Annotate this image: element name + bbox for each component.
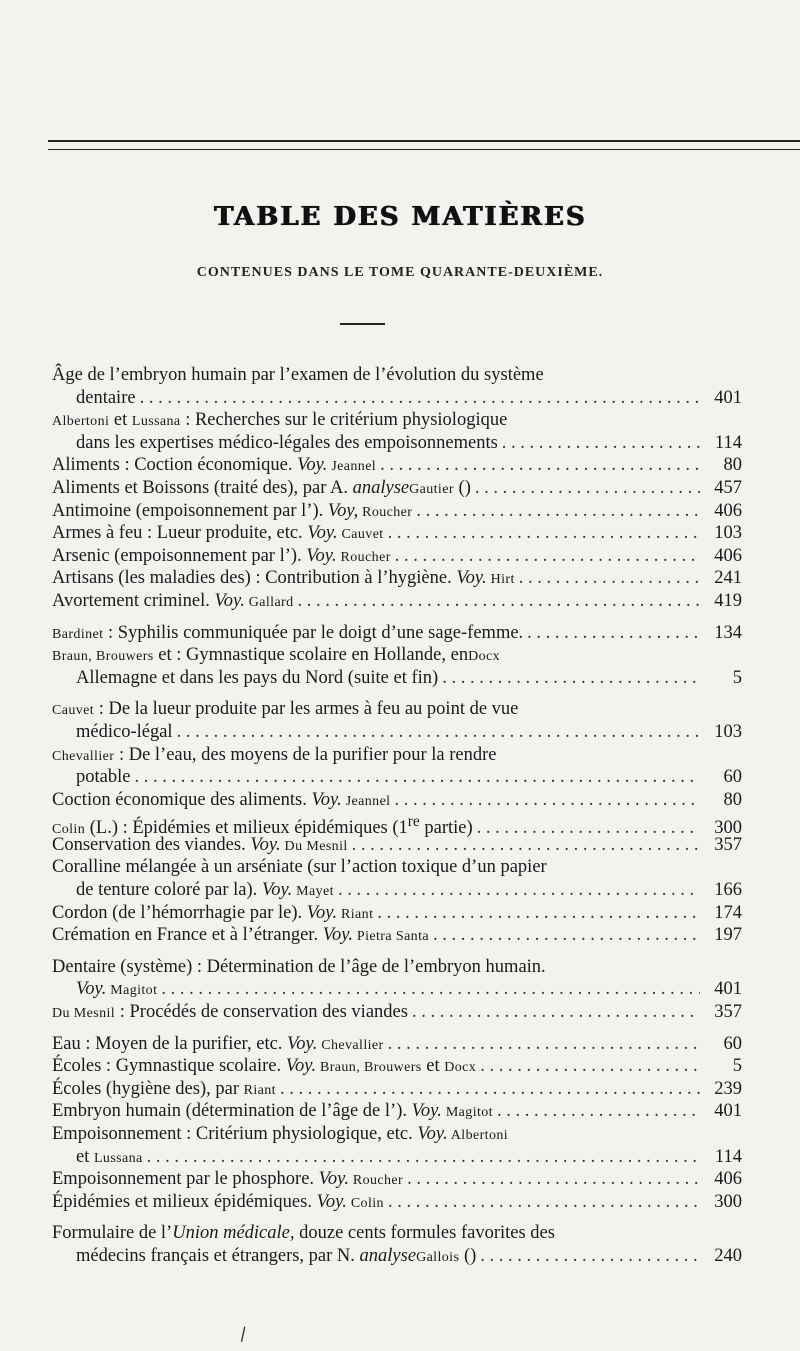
header-rule-bottom xyxy=(48,149,800,150)
author-name: Hirt xyxy=(486,572,515,588)
index-entry xyxy=(52,364,742,409)
italic-text: analyse xyxy=(359,1245,417,1266)
page-number: 114 xyxy=(714,1146,742,1167)
entry-fragment: Armes à feu : Lueur produite, etc. xyxy=(52,523,308,544)
entry-fragment: dentaire xyxy=(76,387,136,408)
entry-text xyxy=(52,500,412,525)
italic-text: Voy. xyxy=(322,925,354,946)
author-name: Docx xyxy=(444,1060,477,1076)
page-number: 457 xyxy=(714,477,742,498)
index-entry xyxy=(52,1055,742,1078)
entry-fragment: Empoisonnement : Critérium physiologique, etc. xyxy=(52,1124,418,1144)
entry-line xyxy=(52,856,742,879)
page-number: 166 xyxy=(714,880,742,901)
entry-fragment: Allemagne et dans les pays du Nord (suite et fin) xyxy=(76,667,439,688)
author-name: Chevallier xyxy=(52,748,115,764)
author-name: Cauvet xyxy=(337,527,384,543)
entry-fragment: Aliments : Coction économique. xyxy=(52,455,298,476)
entry-line xyxy=(52,409,742,432)
italic-text: Voy. xyxy=(297,455,328,476)
page-number: 241 xyxy=(714,568,742,589)
entry-fragment: Coralline mélangée à un arséniate (sur l’action toxique d’un papier xyxy=(52,857,547,878)
leader-dots xyxy=(394,789,700,812)
entry-text xyxy=(52,1123,508,1148)
entry-line xyxy=(52,622,742,645)
entry-text xyxy=(76,667,438,690)
leader-dots xyxy=(388,522,700,545)
section-divider xyxy=(340,323,385,325)
leader-dots xyxy=(480,1055,700,1078)
author-name: Jeannel xyxy=(341,793,391,809)
author-name: Du Mesnil xyxy=(280,838,348,854)
entry-fragment: ( xyxy=(459,1245,471,1266)
index-entry xyxy=(52,924,742,947)
entry-line xyxy=(52,978,742,1001)
entry-fragment: médico-légal xyxy=(76,721,173,742)
index-entry xyxy=(52,1222,742,1267)
entry-fragment: Cordon (de l’hémorrhagie par le). xyxy=(52,902,307,923)
leader-dots xyxy=(475,477,700,500)
entry-text xyxy=(76,387,136,410)
author-name: Roucher xyxy=(358,504,413,520)
entry-text xyxy=(52,1222,555,1245)
entry-text xyxy=(52,1191,384,1216)
italic-text: Voy. xyxy=(287,1033,318,1054)
page-number: 5 xyxy=(732,667,742,688)
italic-text: Voy. xyxy=(285,1056,317,1077)
entry-fragment: Conservation des viandes. xyxy=(52,834,251,855)
page-number: 300 xyxy=(714,818,742,839)
entry-line xyxy=(52,1078,742,1101)
entry-fragment: partie) xyxy=(419,818,473,839)
author-name: Mayet xyxy=(292,884,334,900)
leader-dots xyxy=(388,1191,700,1214)
author-name: Docx xyxy=(468,649,501,665)
index-entry xyxy=(52,500,742,523)
italic-text: Voy. xyxy=(311,789,342,810)
entry-line xyxy=(52,644,742,667)
page-number: 114 xyxy=(714,432,742,453)
entry-line xyxy=(52,477,742,500)
entry-text xyxy=(76,879,334,904)
leader-dots xyxy=(280,1078,700,1101)
page-number: 60 xyxy=(723,767,742,788)
leader-dots xyxy=(519,567,700,590)
index-entry xyxy=(52,811,742,839)
index-entry xyxy=(52,1168,742,1191)
index-entry xyxy=(52,644,742,689)
entry-fragment: Embryon humain (détermination de l’âge de l’). xyxy=(52,1101,412,1122)
author-name: Braun, Brouwers xyxy=(52,649,154,665)
index-entry xyxy=(52,545,742,568)
author-name: Gallard xyxy=(244,594,294,610)
leader-dots xyxy=(442,667,700,690)
entry-fragment: Antimoine (empoisonnement par l’). xyxy=(52,500,328,521)
author-name: Jeannel xyxy=(327,459,377,475)
entry-text xyxy=(52,856,547,879)
entry-line xyxy=(52,1245,742,1268)
leader-dots xyxy=(395,545,700,568)
italic-text: Voy. xyxy=(316,1191,347,1212)
entry-line xyxy=(52,766,742,789)
entry-fragment: Formulaire de l’ xyxy=(52,1223,173,1244)
entry-text xyxy=(52,364,544,387)
page-number: 197 xyxy=(714,925,742,946)
entry-fragment: ) xyxy=(464,477,471,498)
entry-line xyxy=(52,1100,742,1123)
entry-text xyxy=(52,744,497,769)
page-number: 357 xyxy=(714,1002,742,1023)
entry-fragment: : De l’eau, des moyens de la purifier pour la rendre xyxy=(114,744,497,765)
index-entry xyxy=(52,567,742,590)
author-name: Riant xyxy=(337,906,374,922)
page-number: 60 xyxy=(723,1033,742,1054)
entry-fragment: Crémation en France et à l’étranger. xyxy=(52,925,323,946)
entry-text xyxy=(76,1146,143,1171)
page-title: TABLE DES MATIÈRES xyxy=(213,202,587,232)
author-name: Roucher xyxy=(336,549,391,565)
entry-text xyxy=(52,834,348,859)
italic-text: Voy. xyxy=(306,902,338,923)
entry-line xyxy=(52,590,742,613)
entry-fragment: Aliments et Boissons (traité des), par A. xyxy=(52,477,353,498)
entry-line xyxy=(52,1222,742,1245)
entry-line xyxy=(52,454,742,477)
page-number: 103 xyxy=(714,721,742,742)
leader-dots xyxy=(480,1245,700,1268)
author-name: Pietra Santa xyxy=(353,929,429,945)
index-entry xyxy=(52,698,742,743)
italic-text: Voy. xyxy=(261,880,293,901)
index-entry xyxy=(52,409,742,454)
leader-dots xyxy=(388,1033,700,1056)
entry-fragment: Coction économique des aliments. xyxy=(52,789,312,810)
entry-fragment: : De la lueur produite par les armes à feu au point de vue xyxy=(94,699,519,720)
leader-dots xyxy=(502,432,700,455)
entry-text xyxy=(52,1055,476,1080)
entry-text xyxy=(52,902,373,927)
entry-text xyxy=(52,590,294,615)
leader-dots xyxy=(298,590,700,613)
entry-fragment: : Syphilis communiquée par le doigt d’une sage-femme. xyxy=(103,622,524,643)
leader-dots xyxy=(352,834,700,857)
entry-text xyxy=(52,789,390,814)
entry-fragment: dans les expertises médico-légales des empoisonnements xyxy=(76,432,498,453)
page-number: 240 xyxy=(714,1245,742,1266)
entry-text xyxy=(52,1033,384,1058)
author-name: Gallois xyxy=(416,1249,460,1265)
entry-text xyxy=(52,644,500,669)
italic-text: Voy. xyxy=(214,590,245,611)
entry-fragment: douze cents formules favorites des xyxy=(294,1223,555,1244)
entry-fragment: potable xyxy=(76,767,131,788)
entry-line xyxy=(52,364,742,387)
entry-line xyxy=(52,500,742,523)
index-entry xyxy=(52,1033,742,1056)
index-entry xyxy=(52,1001,742,1024)
leader-dots xyxy=(407,1168,700,1191)
entry-fragment: Écoles (hygiène des), par xyxy=(52,1078,244,1099)
entry-text xyxy=(52,1078,276,1103)
page-number: 357 xyxy=(714,834,742,855)
index-entry xyxy=(52,454,742,477)
entry-line xyxy=(52,811,742,839)
entry-text xyxy=(52,409,507,434)
entry-text xyxy=(52,622,523,647)
entry-line xyxy=(52,1123,742,1146)
entry-line xyxy=(52,789,742,812)
entry-fragment: Âge de l’embryon humain par l’examen de l’évolution du système xyxy=(52,365,544,385)
page-number: 401 xyxy=(714,979,742,1000)
entry-fragment: Artisans (les maladies des) : Contribution à l’hygiène. xyxy=(52,568,457,589)
author-name: Lussana xyxy=(93,1150,143,1166)
italic-text: Voy. xyxy=(307,523,338,544)
entry-fragment: Écoles : Gymnastique scolaire. xyxy=(52,1056,286,1077)
page-number: 406 xyxy=(714,1169,742,1190)
leader-dots xyxy=(416,500,700,523)
page-number: 103 xyxy=(714,523,742,544)
entry-fragment: Avortement criminel. xyxy=(52,590,215,611)
entry-fragment: : Procédés de conservation des viandes xyxy=(115,1002,408,1023)
entry-text xyxy=(52,545,391,570)
entry-text xyxy=(76,721,173,744)
entry-line xyxy=(52,522,742,545)
entry-fragment: médecins français et étrangers, par N. xyxy=(76,1245,360,1266)
entry-fragment: et xyxy=(153,645,177,666)
page-number: 80 xyxy=(723,789,742,810)
entry-line xyxy=(52,387,742,410)
entry-text xyxy=(52,924,429,949)
index-entry xyxy=(52,789,742,812)
entry-line xyxy=(52,834,742,857)
entry-fragment: Eau : Moyen de la purifier, etc. xyxy=(52,1033,288,1054)
entry-line xyxy=(52,1168,742,1191)
entry-fragment: et xyxy=(76,1146,94,1167)
index-entry xyxy=(52,590,742,613)
italic-text: Voy. xyxy=(411,1101,442,1122)
entry-line xyxy=(52,956,742,979)
index-entry xyxy=(52,622,742,645)
entry-line xyxy=(52,545,742,568)
page-number: 239 xyxy=(714,1078,742,1099)
index-entry xyxy=(52,902,742,925)
page-number: 174 xyxy=(714,902,742,923)
entry-line xyxy=(52,1033,742,1056)
entry-text xyxy=(52,698,518,723)
entry-line xyxy=(52,902,742,925)
author-name: Magitot xyxy=(441,1105,493,1121)
page-subtitle: CONTENUES DANS LE TOME QUARANTE-DEUXIÈME. xyxy=(196,265,604,280)
entry-text xyxy=(52,1168,403,1193)
entry-fragment: de tenture coloré par la). xyxy=(76,880,262,901)
index-entry xyxy=(52,1191,742,1214)
entry-fragment: (L.) : Épidémies et milieux épidémiques (1 xyxy=(85,818,408,839)
author-name: Cauvet xyxy=(52,703,95,719)
index-entry xyxy=(52,522,742,545)
index-entry xyxy=(52,477,742,500)
page-number: 300 xyxy=(714,1191,742,1212)
entry-line xyxy=(52,721,742,744)
entry-fragment: et xyxy=(109,410,132,431)
entry-fragment: Arsenic (empoisonnement par l’). xyxy=(52,545,307,566)
leader-dots xyxy=(140,387,700,410)
header-rule-top xyxy=(48,140,800,142)
entry-line xyxy=(52,1001,742,1024)
entry-fragment: Empoisonnement par le phosphore. xyxy=(52,1169,319,1190)
entry-text xyxy=(52,1100,493,1125)
entry-line xyxy=(52,1191,742,1214)
author-name: Braun, Brouwers xyxy=(316,1060,422,1076)
entry-fragment: et xyxy=(421,1056,445,1077)
page-number: 406 xyxy=(714,500,742,521)
leader-dots xyxy=(134,766,700,789)
entry-text xyxy=(52,1001,408,1026)
entry-line xyxy=(52,1055,742,1078)
page-number: 134 xyxy=(714,622,742,643)
entry-line xyxy=(52,924,742,947)
entry-text xyxy=(76,978,157,1003)
index-entry xyxy=(52,834,742,857)
entry-fragment: re xyxy=(407,813,420,831)
entry-text xyxy=(52,522,384,547)
leader-dots xyxy=(433,924,700,947)
entry-text xyxy=(76,432,498,455)
entry-text xyxy=(52,956,546,979)
italic-text: Voy. xyxy=(76,979,107,1000)
author-name: Riant xyxy=(243,1082,276,1098)
index-entry xyxy=(52,956,742,1001)
entry-line xyxy=(52,1146,742,1169)
italic-text: Voy. xyxy=(456,568,487,589)
leader-dots xyxy=(380,454,700,477)
author-name: Magitot xyxy=(106,983,158,999)
author-name: Albertoni xyxy=(52,414,110,430)
author-name: Du Mesnil xyxy=(52,1006,116,1022)
author-name: Roucher xyxy=(348,1173,404,1189)
leader-dots xyxy=(147,1146,700,1169)
page-number: 406 xyxy=(714,545,742,566)
italic-text: analyse xyxy=(352,477,410,498)
index-entry xyxy=(52,856,742,901)
leader-dots xyxy=(527,622,700,645)
entry-line xyxy=(52,567,742,590)
entry-line xyxy=(52,744,742,767)
author-name: Bardinet xyxy=(52,626,104,642)
leader-dots xyxy=(161,978,700,1001)
entry-fragment: ) xyxy=(470,1245,477,1266)
entry-line xyxy=(52,667,742,690)
entry-line xyxy=(52,432,742,455)
page-number: 401 xyxy=(714,1101,742,1122)
entry-text xyxy=(76,1245,476,1270)
index-entry xyxy=(52,1078,742,1101)
italic-text: Voy. xyxy=(417,1124,448,1144)
entry-text xyxy=(76,766,130,789)
author-name: Colin xyxy=(346,1195,384,1211)
leader-dots xyxy=(412,1001,700,1024)
leader-dots xyxy=(497,1100,700,1123)
leader-dots xyxy=(338,879,700,902)
italic-text: Voy. xyxy=(250,834,281,855)
entry-fragment: Dentaire (système) : Détermination de l’âge de l’embryon humain. xyxy=(52,956,546,977)
entry-fragment: : Recherches sur le critérium physiologique xyxy=(180,410,508,431)
index-entries xyxy=(52,364,742,1268)
leader-dots xyxy=(177,721,700,744)
italic-text: Union médicale, xyxy=(172,1223,295,1244)
author-name: Lussana xyxy=(131,414,181,430)
index-entry xyxy=(52,744,742,789)
italic-text: Voy. xyxy=(306,545,337,566)
entry-fragment: Épidémies et milieux épidémiques. xyxy=(52,1191,317,1212)
entry-line xyxy=(52,879,742,902)
page-number: 419 xyxy=(714,590,742,611)
page-number: 80 xyxy=(723,455,742,476)
index-entry xyxy=(52,1100,742,1123)
leader-dots xyxy=(377,902,700,925)
italic-text: Voy, xyxy=(327,500,359,521)
author-name: Gautier xyxy=(409,481,454,497)
index-entry xyxy=(52,1123,742,1168)
page-number: 401 xyxy=(714,387,742,408)
author-name: Albertoni xyxy=(447,1128,509,1143)
author-name: Colin xyxy=(52,822,86,838)
entry-text xyxy=(52,454,376,479)
entry-fragment: : Gymnastique scolaire en Hollande, en xyxy=(176,645,469,666)
entry-fragment: ( xyxy=(453,477,465,498)
entry-text xyxy=(52,477,471,502)
stray-mark: \ xyxy=(235,1323,251,1346)
entry-line xyxy=(52,698,742,721)
italic-text: Voy. xyxy=(318,1169,349,1190)
entry-text xyxy=(52,567,515,592)
author-name: Chevallier xyxy=(317,1037,384,1053)
page-number: 5 xyxy=(732,1056,742,1077)
